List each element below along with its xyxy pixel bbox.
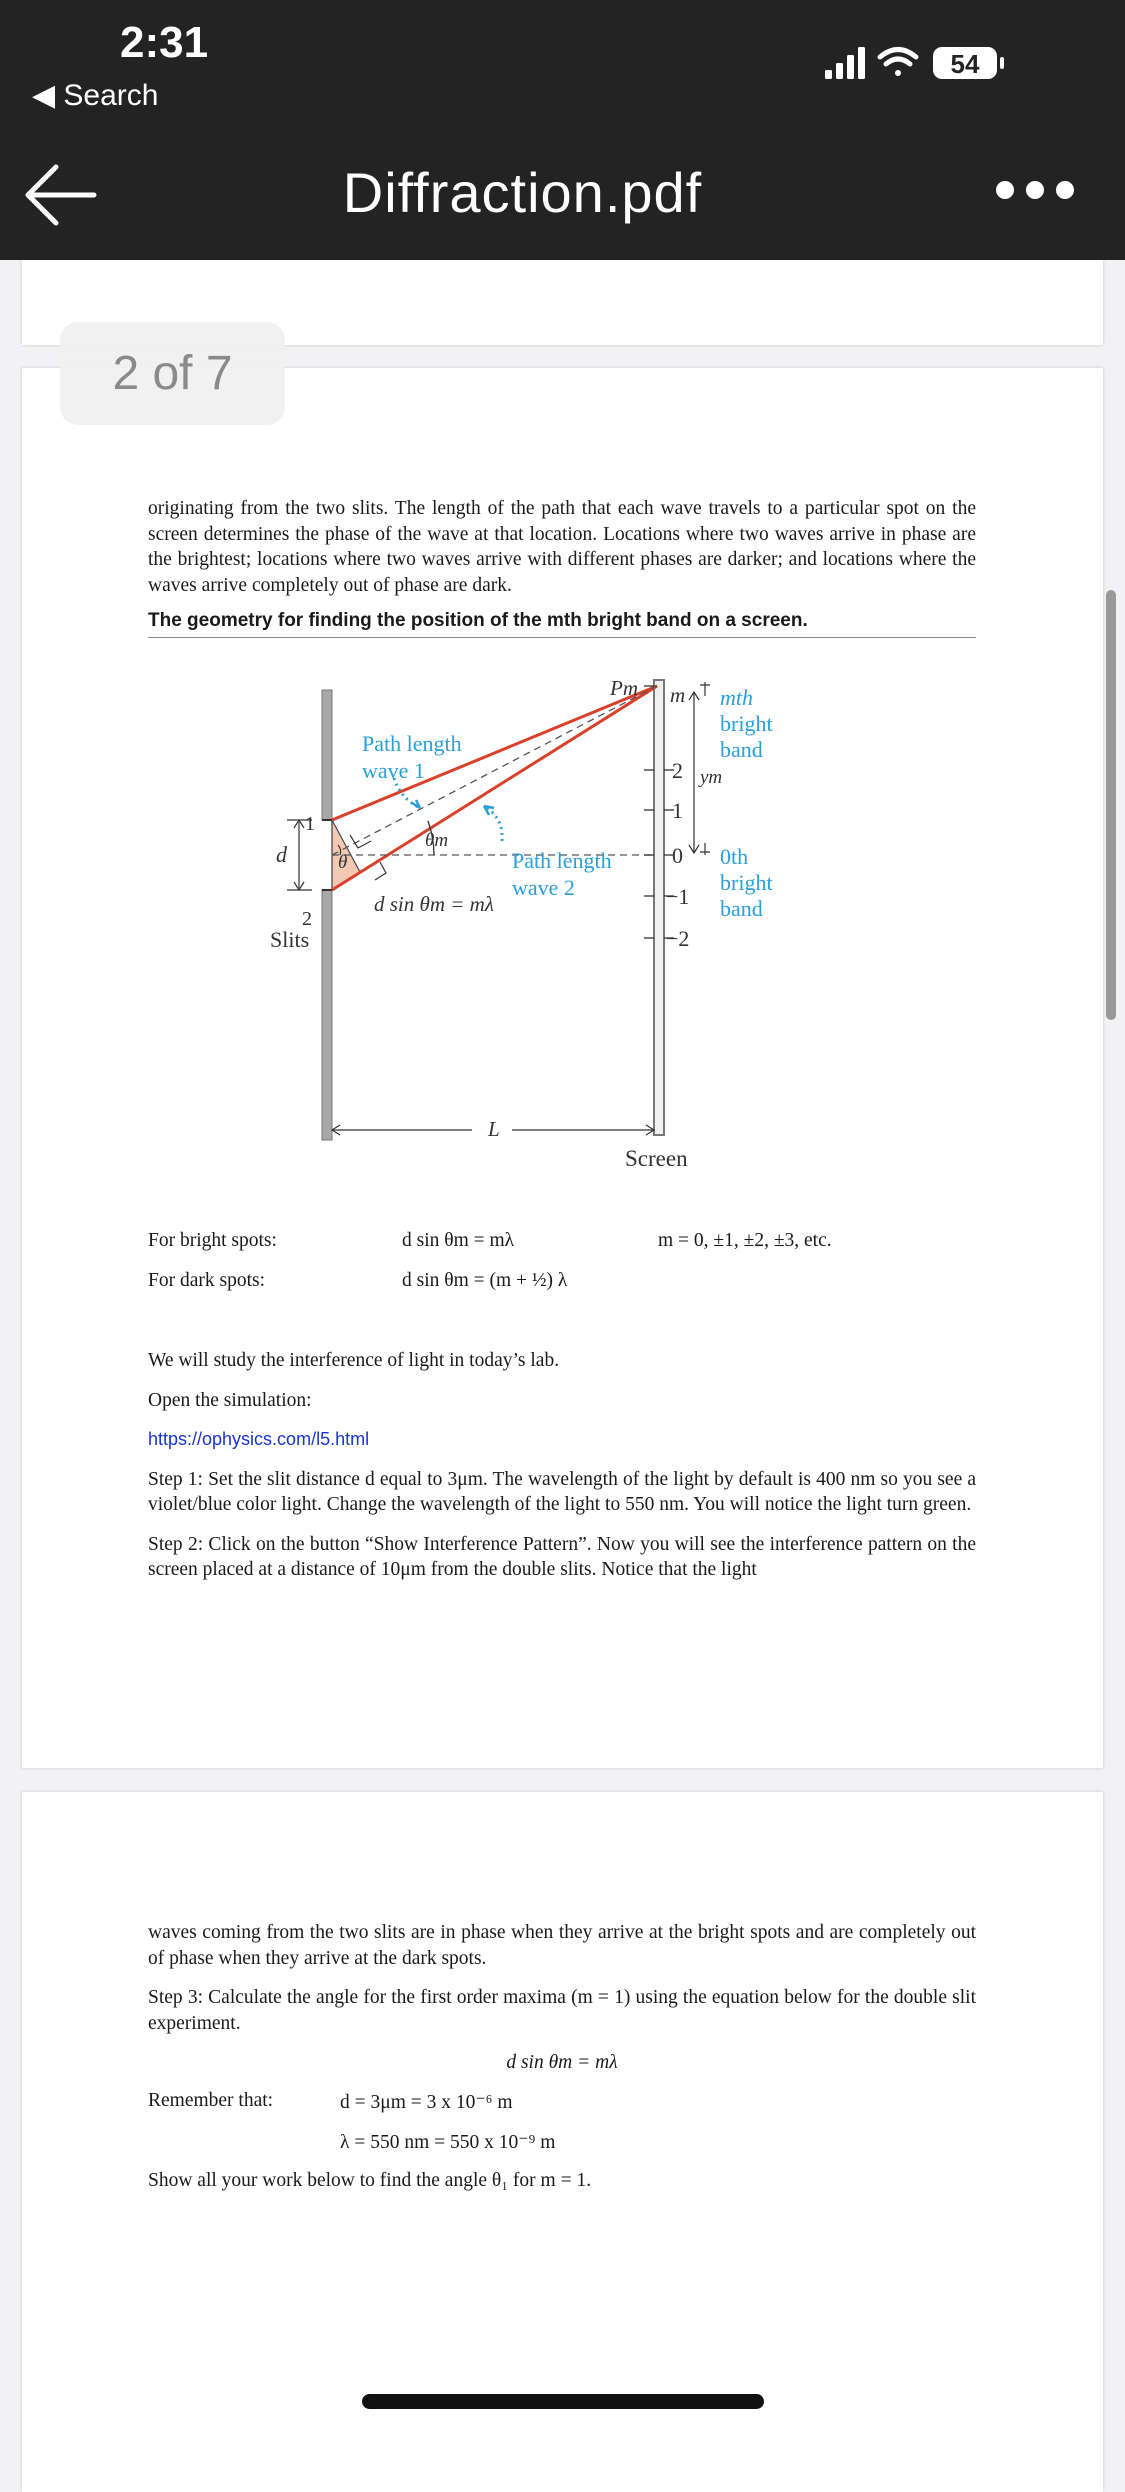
status-icons — [825, 42, 1055, 86]
lambda-value: λ = 550 nm = 550 x 10⁻⁹ m — [340, 2132, 556, 2153]
theta-m-label: θm — [425, 830, 449, 851]
tick-label-minus-1: −1 — [666, 884, 690, 909]
tick-label-1: 1 — [672, 798, 683, 823]
zeroth-band-label: band — [720, 896, 763, 921]
remember-label: Remember that: — [148, 2090, 274, 2111]
scrollbar[interactable] — [1106, 590, 1116, 1020]
tick-label-2: 2 — [672, 758, 683, 783]
intro-paragraph: originating from the two slits. The length of the path that each wave travels to a particular spot on the screen determines the phase of the wave at that location. Locations where two waves arrive in phase are the brightest; locations where two waves arrive with different phases are darker; and locations where the waves arrive completely out of phase are dark. — [148, 498, 976, 596]
dark-spots-label: For dark spots: — [148, 1270, 265, 1291]
bright-spots-equation: d sin θm = mλ — [402, 1230, 515, 1251]
path-length-1-label: Path length — [362, 731, 462, 756]
theta-label: θ — [338, 852, 348, 873]
dark-spots-equation: d sin θm = (m + ½) λ — [402, 1270, 568, 1291]
back-to-search-link[interactable]: ◀ Search — [32, 79, 159, 112]
status-time: 2:31 — [120, 18, 209, 67]
step-3-equation: d sin θm = mλ — [506, 2052, 618, 2073]
slit-2-label: 2 — [302, 908, 312, 930]
bright-spots-label: For bright spots: — [148, 1230, 277, 1251]
L-label: L — [488, 1117, 500, 1141]
slit-1-label: 1 — [305, 813, 315, 835]
continued-text: waves coming from the two slits are in phase when they arrive at the bright spots and are completely out of phase when they arrive at the dark spots. — [148, 1922, 976, 1969]
wifi-icon — [880, 50, 916, 77]
mth-band-label: band — [720, 737, 763, 762]
tick-label-minus-2: −2 — [666, 926, 690, 951]
mth-label: mth — [720, 685, 753, 710]
step-2-text: Step 2: Click on the button “Show Interference Pattern”. Now you will see the interference pattern on the screen placed at a distance of 10μm from the double slits. Notice that the light — [148, 1533, 976, 1580]
figure-caption — [148, 608, 976, 638]
step-3-text: Step 3: Calculate the angle for the first order maxima (m = 1) using the equation below for the double slit experiment. — [148, 1987, 976, 2034]
home-indicator[interactable] — [362, 2394, 764, 2409]
tick-label-0: 0 — [672, 843, 683, 868]
open-simulation-text: Open the simulation: — [148, 1389, 312, 1411]
signal-icon — [825, 47, 865, 79]
battery-icon — [933, 47, 1004, 79]
nav-bar — [0, 130, 1125, 260]
document-title: Diffraction.pdf — [342, 161, 703, 224]
screen-label: Screen — [625, 1146, 688, 1171]
pm-label: Pm — [610, 676, 638, 700]
path-difference-eq: d sin θm = mλ — [374, 892, 494, 916]
more-options-icon[interactable] — [990, 160, 1080, 220]
zeroth-label: 0th — [720, 844, 749, 869]
wave-2-label: wave 2 — [512, 875, 575, 900]
bright-spots-orders: m = 0, ±1, ±2, ±3, etc. — [658, 1230, 832, 1251]
d-value: d = 3μm = 3 x 10⁻⁶ m — [340, 2092, 513, 2113]
diffraction-figure — [172, 658, 872, 1178]
path-length-2-label: Path length — [512, 848, 612, 873]
pdf-page-2 — [22, 368, 1103, 1768]
zeroth-bright-label: bright — [720, 870, 773, 895]
study-text: We will study the interference of light in today’s lab. — [148, 1350, 560, 1371]
figure-caption-text: The geometry for finding the position of the mth bright band on a screen. — [148, 610, 808, 631]
d-label: d — [276, 842, 287, 867]
page-indicator: 2 of 7 — [60, 322, 285, 425]
step-1-text: Step 1: Set the slit distance d equal to 3μm. The wavelength of the light by default is 400 nm so you see a violet/blue color light. Change the wavelength of the light to 550 nm. You will notice the light turn green. — [148, 1468, 976, 1515]
ym-label: ym — [700, 767, 723, 788]
simulation-link[interactable]: https://ophysics.com/l5.html — [148, 1429, 370, 1449]
status-bar — [0, 0, 1125, 130]
m-label: m — [670, 683, 686, 707]
slits-label: Slits — [270, 927, 310, 952]
show-work-text: Show all your work below to find the angle θ₁ for m = 1. — [148, 2170, 592, 2191]
pdf-page-3 — [22, 1792, 1103, 2492]
wave-1-label: wave 1 — [362, 758, 425, 783]
mth-bright-label: bright — [720, 711, 773, 736]
battery-level: 54 — [950, 49, 980, 79]
